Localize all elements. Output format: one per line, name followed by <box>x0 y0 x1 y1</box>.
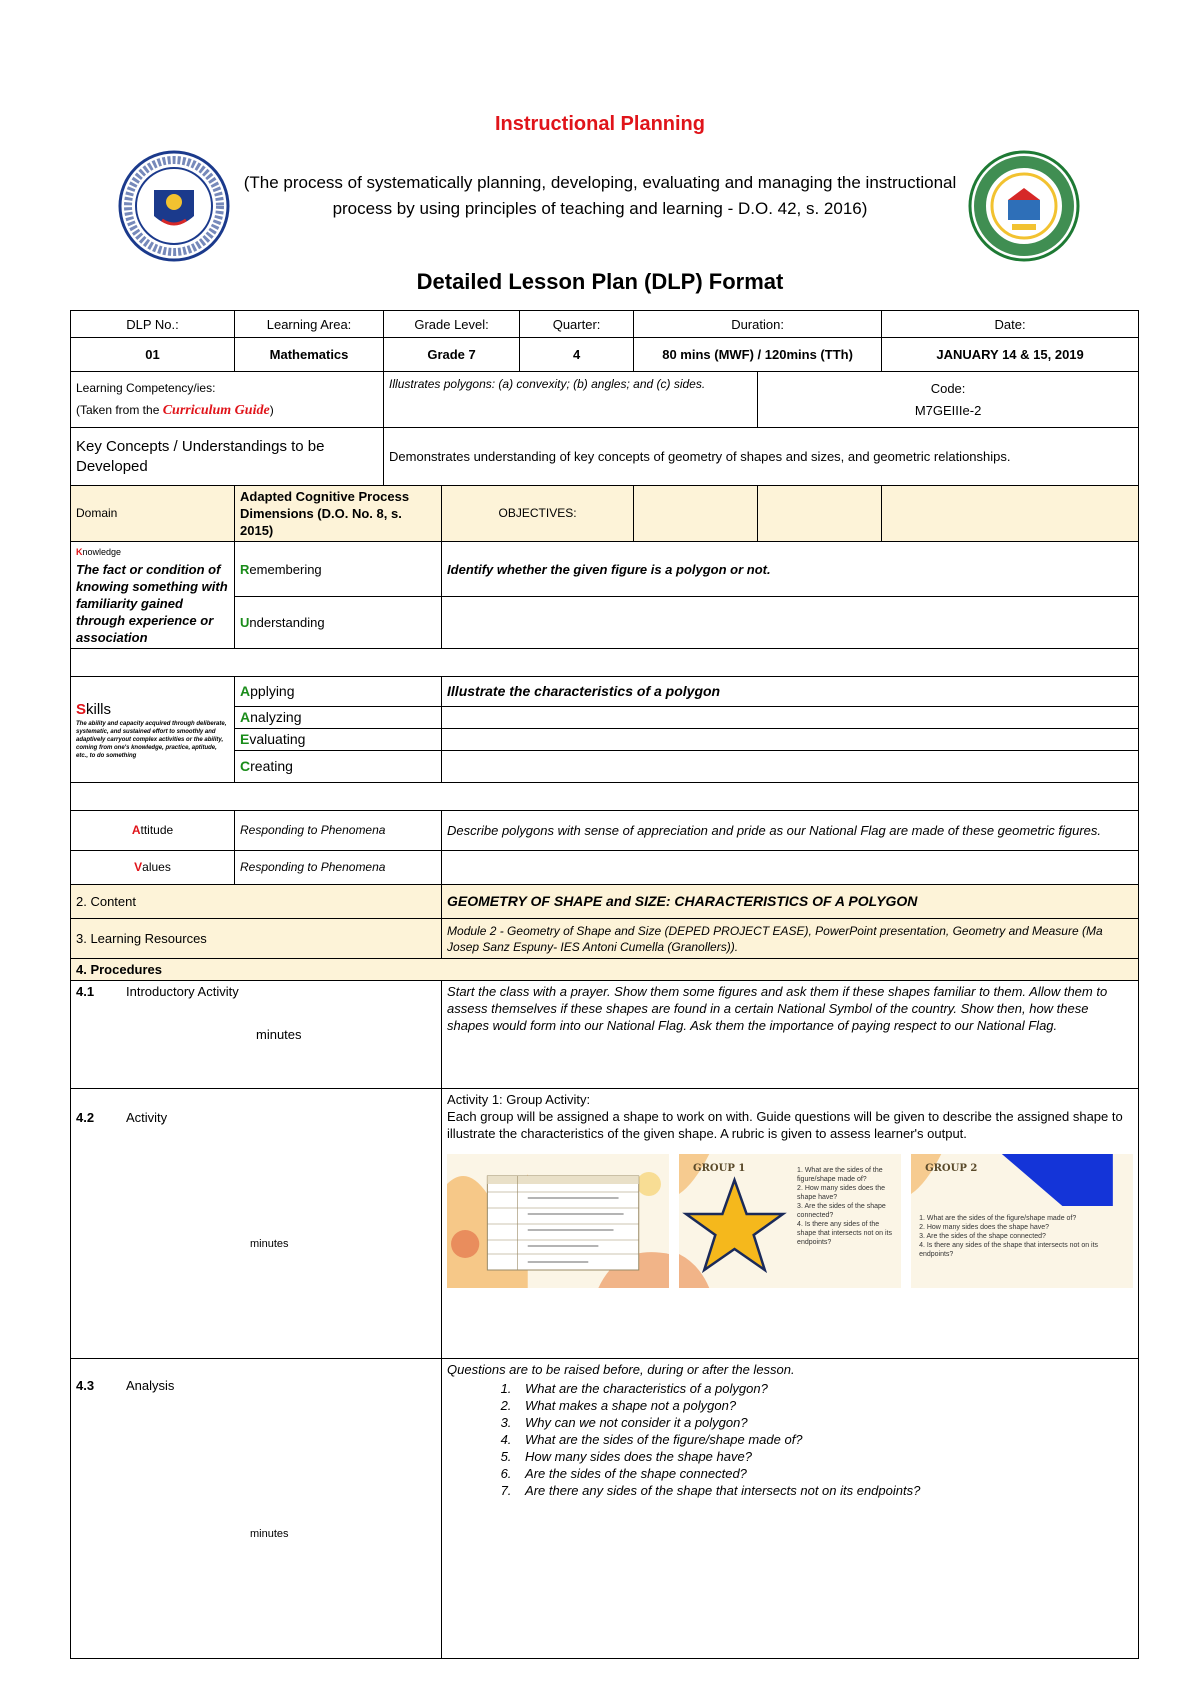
procedure-heading <box>76 1377 436 1394</box>
procedure-minutes: minutes <box>250 1528 289 1540</box>
procedure-row-4-1 <box>71 981 1139 1089</box>
dlp-form <box>70 310 1139 1659</box>
competency-code-cell <box>758 372 1139 428</box>
group-2-question: 1. What are the sides of the figure/shape made of? <box>919 1215 1077 1222</box>
group-2-question: 2. How many sides does the shape have? <box>919 1224 1050 1231</box>
procedure-text: Start the class with a prayer. Show them some figures and ask them if these shapes familiar to them. Allow them to assess themselves if these shapes are found in a certain National Symbol of the country. Show then, how these shapes would form into our National Flag. Ask them the importance of paying respect to our National Flag. <box>442 981 1139 1089</box>
procedure-row-4-2 <box>71 1089 1139 1359</box>
curriculum-guide-text: Curriculum Guide <box>162 403 270 418</box>
group-1-question: 2. How many sides does the shape have? <box>797 1185 885 1201</box>
analysis-question: 1. What are the characteristics of a polygon? <box>515 1380 1133 1397</box>
deped-seal-logo <box>118 150 230 262</box>
content-label: 2. Content <box>71 885 442 919</box>
duration-label: Duration: <box>634 311 882 338</box>
level-initial: A <box>240 709 251 725</box>
skills-desc: The ability and capacity acquired through deliberate, systematic, and sustained effort to smoothly and adaptively carryout complex activities or the ability, coming from one's knowledge, practice, aptitude, etc., to do something <box>76 720 227 759</box>
attitude-objective: Describe polygons with sense of appreciation and pride as our National Flag are made of these geometric figures. <box>442 811 1139 851</box>
activity-slides <box>447 1154 1133 1288</box>
analysis-question: 5. How many sides does the shape have? <box>515 1448 1133 1465</box>
grade-level-label: Grade Level: <box>384 311 520 338</box>
level-applying <box>235 677 442 707</box>
analysis-question: 6. Are the sides of the shape connected? <box>515 1465 1133 1482</box>
resources-label: 3. Learning Resources <box>71 919 442 959</box>
group-2-questions <box>919 1214 1119 1259</box>
skills-rest: kills <box>86 700 112 718</box>
procedure-row-4-3 <box>71 1359 1139 1659</box>
objective-remembering: Identify whether the given figure is a polygon or not. <box>442 542 1139 597</box>
knowledge-heading <box>76 544 229 561</box>
level-rest: nderstanding <box>249 615 325 631</box>
knowledge-rest: nowledge <box>82 547 122 557</box>
dlp-no-value: 01 <box>71 338 235 372</box>
group-2-label: GROUP 2 <box>925 1163 978 1174</box>
knowledge-cell <box>71 542 235 649</box>
spacer-cell <box>71 783 1139 811</box>
analysis-question: 2. What makes a shape not a polygon? <box>515 1397 1133 1414</box>
attitude-label <box>71 811 235 851</box>
competency-label-cell <box>71 372 384 428</box>
date-label: Date: <box>882 311 1139 338</box>
activity-text: Each group will be assigned a shape to work on with. Guide questions will be given to describe the assigned shape to illustrate the characteristics of the given shape. A rubric is given to assess learner's output. <box>447 1109 1123 1141</box>
level-initial: E <box>240 731 250 747</box>
competency-source-prefix: (Taken from the <box>76 403 163 417</box>
analysis-question-list <box>447 1380 1133 1499</box>
spacer-cell <box>71 649 1139 677</box>
objectives-blank-3 <box>882 486 1139 542</box>
quarter-label: Quarter: <box>520 311 634 338</box>
group-2-question: 3. Are the sides of the shape connected? <box>919 1233 1046 1240</box>
procedure-heading <box>76 983 436 1000</box>
activity-title: Activity 1: Group Activity: <box>447 1092 591 1107</box>
procedure-num: 4.1 <box>76 984 95 999</box>
rubric-slide <box>447 1154 669 1288</box>
values-row <box>71 851 1139 885</box>
learning-area-value: Mathematics <box>235 338 384 372</box>
values-rest: alues <box>142 860 171 874</box>
procedure-label-cell <box>71 981 442 1089</box>
level-evaluating <box>235 729 442 751</box>
values-level: Responding to Phenomena <box>235 851 442 885</box>
objective-analyzing <box>442 707 1139 729</box>
group-1-question: 1. What are the sides of the figure/shape made of? <box>797 1167 883 1183</box>
level-understanding <box>235 597 442 649</box>
analysis-intro: Questions are to be raised before, during or after the lesson. <box>447 1362 795 1377</box>
domain-header-row <box>71 486 1139 542</box>
attitude-initial: A <box>131 823 141 837</box>
level-rest: nalyzing <box>250 709 302 725</box>
procedure-name: Introductory Activity <box>126 984 239 999</box>
page-title: Instructional Planning <box>494 113 705 135</box>
spacer-row <box>71 649 1139 677</box>
code-value: M7GEIIIe-2 <box>914 402 982 418</box>
procedure-num: 4.3 <box>76 1378 95 1393</box>
key-concepts-label: Key Concepts / Understandings to be Developed <box>71 428 384 486</box>
competency-source-suffix: ) <box>269 403 274 417</box>
values-objective <box>442 851 1139 885</box>
procedures-label: 4. Procedures <box>71 959 1139 981</box>
competency-row <box>71 372 1139 428</box>
group-1-question: 3. Are the sides of the shape connected? <box>797 1203 886 1219</box>
dimensions-label: Adapted Cognitive Process Dimensions (D.O. No. 8, s. 2015) <box>235 486 442 542</box>
group-1-questions <box>797 1166 893 1247</box>
key-concepts-row <box>71 428 1139 486</box>
knowledge-desc: The fact or condition of knowing something with familiarity gained through experience or association <box>76 562 228 645</box>
level-analyzing <box>235 707 442 729</box>
objective-creating <box>442 751 1139 783</box>
group-2-question: 4. Is there any sides of the shape that intersects not on its endpoints? <box>919 1242 1099 1258</box>
procedure-label-cell <box>71 1359 442 1659</box>
grade-level-value: Grade 7 <box>384 338 520 372</box>
skills-cell <box>71 677 235 783</box>
competency-text: Illustrates polygons: (a) convexity; (b) angles; and (c) sides. <box>384 372 758 428</box>
date-value: JANUARY 14 & 15, 2019 <box>882 338 1139 372</box>
group-1-question: 4. Is there any sides of the shape that intersects not on its endpoints? <box>797 1221 892 1246</box>
dlp-title: Detailed Lesson Plan (DLP) Format <box>416 269 784 294</box>
content-row <box>71 885 1139 919</box>
procedure-heading <box>76 1109 436 1126</box>
duration-value: 80 mins (MWF) / 120mins (TTh) <box>634 338 882 372</box>
skills-initial: S <box>76 700 87 718</box>
objectives-label: OBJECTIVES: <box>442 486 634 542</box>
spacer-row <box>71 783 1139 811</box>
level-rest: pplying <box>250 683 295 699</box>
level-rest: reating <box>250 758 293 774</box>
rubric-slide-graphic <box>447 1154 669 1288</box>
values-label <box>71 851 235 885</box>
group-2-slide <box>911 1154 1133 1288</box>
objectives-blank-2 <box>758 486 882 542</box>
analysis-question: 4. What are the sides of the figure/shape made of? <box>515 1431 1133 1448</box>
code-label: Code: <box>930 380 966 396</box>
competency-label: Learning Competency/ies: <box>76 381 216 395</box>
objectives-blank-1 <box>634 486 758 542</box>
competency-source <box>76 399 378 422</box>
level-rest: valuating <box>249 731 306 747</box>
level-initial: U <box>240 615 250 631</box>
attitude-level: Responding to Phenomena <box>235 811 442 851</box>
meta-value-row <box>71 338 1139 372</box>
resources-text: Module 2 - Geometry of Shape and Size (DEPED PROJECT EASE), PowerPoint presentation, Geometry and Measure (Ma Josep Sanz Espuny- IES Antoni Cumella (Granollers)). <box>442 919 1139 959</box>
subtitle: (The process of systematically planning, developing, evaluating and managing the instructional process by using principles of teaching and learning - D.O. 42, s. 2016) <box>243 173 957 218</box>
group-1-slide <box>679 1154 901 1288</box>
skills-heading <box>76 700 229 720</box>
school-seal-logo <box>968 150 1080 262</box>
level-initial: A <box>240 683 251 699</box>
learning-area-label: Learning Area: <box>235 311 384 338</box>
key-concepts-text: Demonstrates understanding of key concepts of geometry of shapes and sizes, and geometric relationships. <box>384 428 1139 486</box>
procedure-activity-cell <box>442 1089 1139 1359</box>
objective-evaluating <box>442 729 1139 751</box>
level-initial: C <box>240 758 251 774</box>
skills-row-1 <box>71 677 1139 707</box>
domain-label: Domain <box>71 486 235 542</box>
procedure-minutes: minutes <box>256 1027 302 1042</box>
meta-header-row <box>71 311 1139 338</box>
attitude-rest: ttitude <box>140 823 174 837</box>
procedures-header-row <box>71 959 1139 981</box>
dlp-no-label: DLP No.: <box>71 311 235 338</box>
group-1-label: GROUP 1 <box>693 1163 746 1174</box>
level-rest: emembering <box>249 561 322 577</box>
objective-understanding <box>442 597 1139 649</box>
procedure-num: 4.2 <box>76 1110 95 1125</box>
content-text: GEOMETRY OF SHAPE and SIZE: CHARACTERISTICS OF A POLYGON <box>442 885 1139 919</box>
analysis-cell <box>442 1359 1139 1659</box>
objective-applying: Illustrate the characteristics of a polygon <box>442 677 1139 707</box>
procedure-label-cell <box>71 1089 442 1359</box>
procedure-minutes: minutes <box>250 1238 289 1250</box>
level-remembering <box>235 542 442 597</box>
resources-row <box>71 919 1139 959</box>
level-creating <box>235 751 442 783</box>
knowledge-initial: K <box>76 547 83 557</box>
procedure-name: Analysis <box>126 1378 175 1393</box>
attitude-row <box>71 811 1139 851</box>
analysis-question: 7. Are there any sides of the shape that intersects not on its endpoints? <box>515 1482 1133 1499</box>
level-initial: R <box>240 561 250 577</box>
knowledge-row-1 <box>71 542 1139 597</box>
analysis-question: 3. Why can we not consider it a polygon? <box>515 1414 1133 1431</box>
values-initial: V <box>134 860 143 874</box>
quarter-value: 4 <box>520 338 634 372</box>
procedure-name: Activity <box>126 1110 168 1125</box>
